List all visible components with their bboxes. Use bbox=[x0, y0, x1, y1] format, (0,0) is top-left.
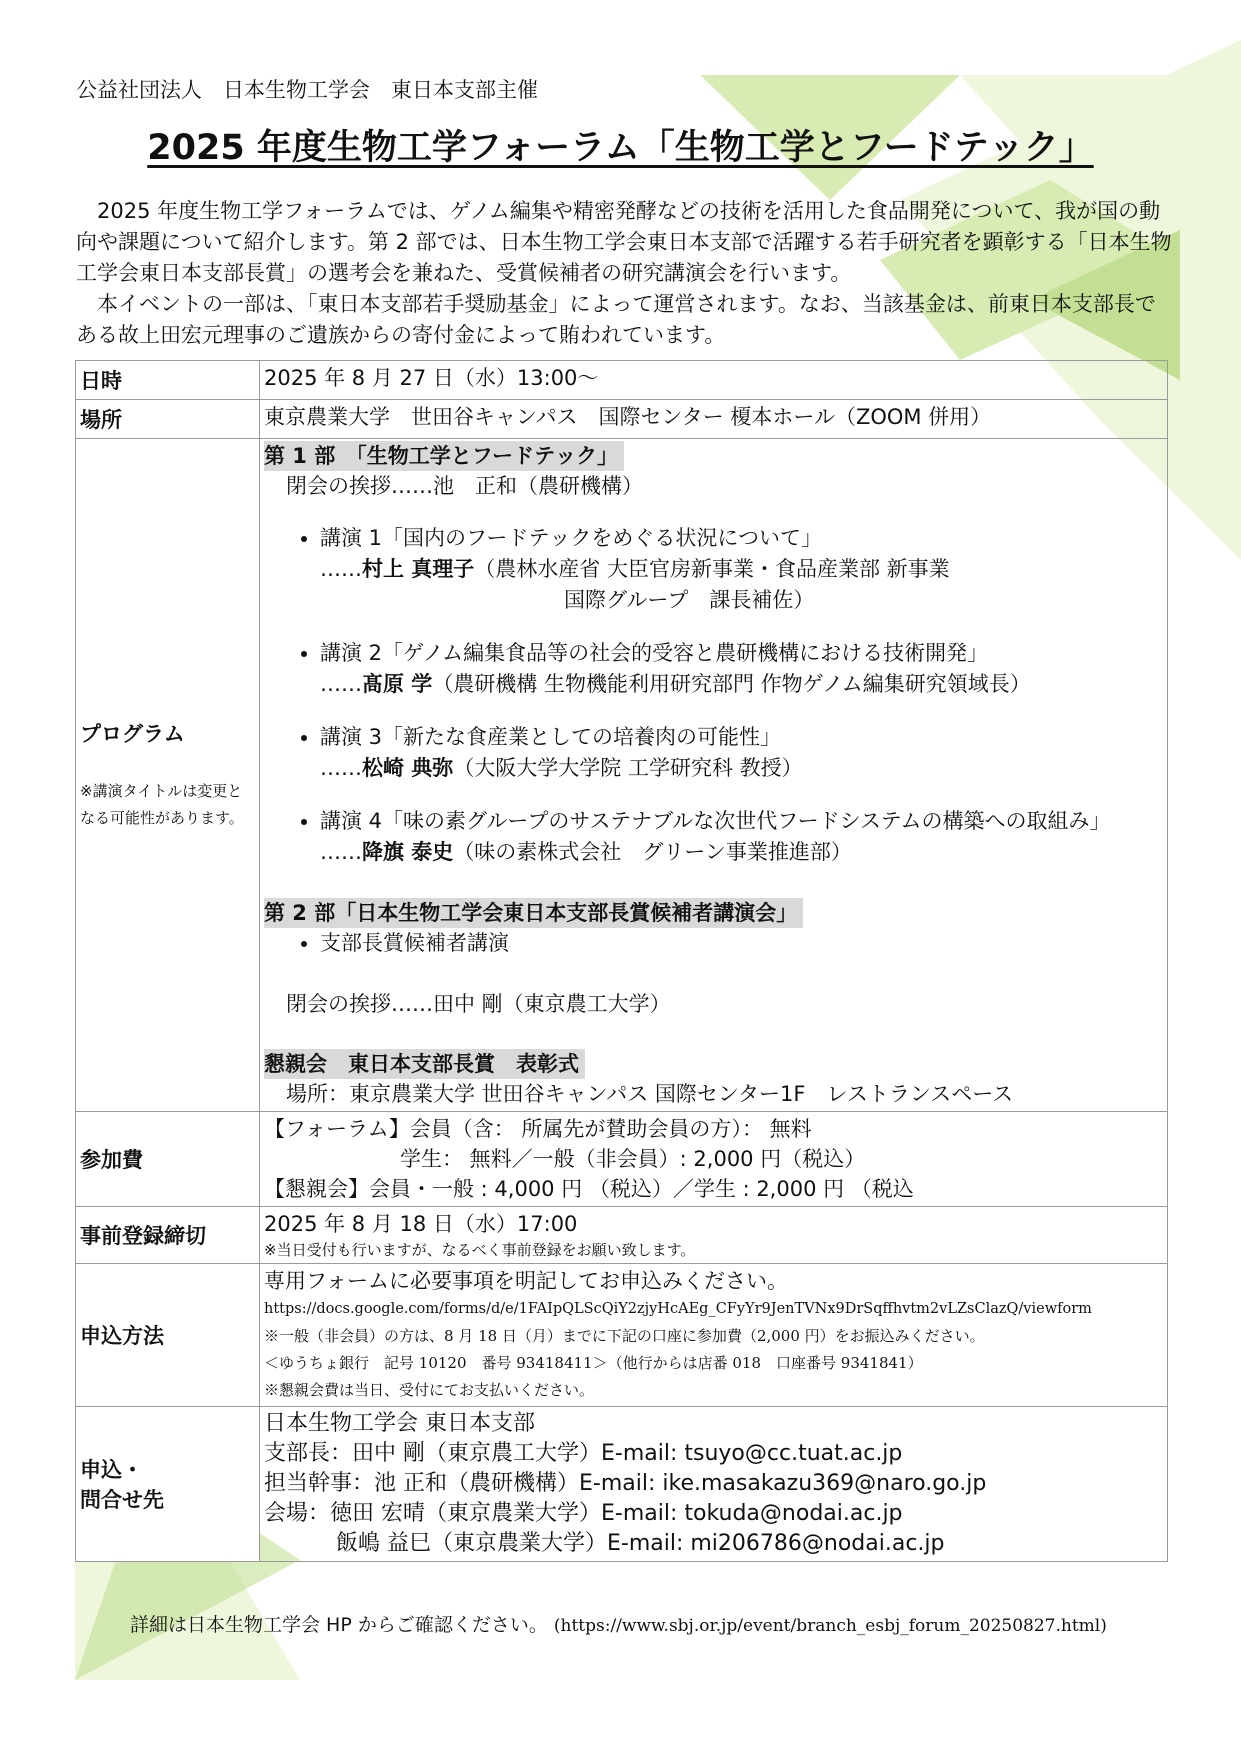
talk-affiliation: （農研機構 生物機能利用研究部門 作物ゲノム編集研究領域長） bbox=[432, 672, 1031, 696]
talk-list-2 bbox=[264, 928, 1163, 959]
talk-title: 講演 4「味の素グループのサステナブルな次世代フードシステムの構築への取組み」 bbox=[320, 809, 1111, 833]
footer-text: 詳細は日本生物工学会 HP からご確認ください。 bbox=[130, 1614, 548, 1636]
talk-title: 講演 3「新たな食産業としての培養肉の可能性」 bbox=[320, 725, 782, 749]
contact-label bbox=[76, 1407, 260, 1562]
talk-item bbox=[320, 523, 1163, 616]
page-title bbox=[0, 120, 1241, 170]
talk-affiliation: （大阪大学大学院 工学研究科 教授） bbox=[453, 756, 803, 780]
part1-heading: 第 1 部 「生物工学とフードテック」 bbox=[264, 441, 624, 471]
venue-label: 場所 bbox=[76, 400, 260, 439]
talk-speaker: 髙原 学 bbox=[362, 672, 433, 696]
talk-affiliation: （農林水産省 大臣官房新事業・食品産業部 新事業 bbox=[474, 557, 950, 581]
contact-line-4: 飯嶋 益巳（東京農業大学）E-mail: mi206786@nodai.ac.jp bbox=[336, 1531, 945, 1556]
talk-item bbox=[320, 722, 1163, 784]
info-table bbox=[75, 360, 1168, 1562]
venue-value: 東京農業大学 世田谷キャンパス 国際センター 榎本ホール（ZOOM 併用） bbox=[260, 400, 1168, 439]
fee-line-3: 【懇親会】会員・一般 : 4,000 円 （税込）／学生 : 2,000 円 （税込 bbox=[264, 1177, 914, 1201]
organizer-line: 公益社団法人 日本生物工学会 東日本支部主催 bbox=[76, 78, 538, 102]
program-note: ※講演タイトルは変更となる可能性があります。 bbox=[80, 782, 244, 827]
program-content bbox=[260, 439, 1168, 1112]
deadline-label: 事前登録締切 bbox=[76, 1207, 260, 1264]
apply-line-1: 専用フォームに必要事項を明記してお申込みください。 bbox=[264, 1269, 788, 1293]
part2-item: • 支部長賞候補者講演 bbox=[320, 928, 1163, 959]
apply-note-3: ※懇親会費は当日、受付にてお支払いください。 bbox=[264, 1381, 595, 1399]
talk-item bbox=[320, 638, 1163, 700]
reception-place: 場所：東京農業大学 世田谷キャンパス 国際センター1F レストランスペース bbox=[286, 1082, 1014, 1106]
talk-item bbox=[320, 806, 1163, 868]
row-apply bbox=[76, 1264, 1168, 1407]
talk-speaker-prefix: …… bbox=[320, 557, 362, 581]
row-venue bbox=[76, 400, 1168, 439]
contact-label-1: 申込・ bbox=[80, 1458, 143, 1482]
talk-title: 講演 1「国内のフードテックをめぐる状況について」 bbox=[320, 526, 822, 550]
talk-speaker-line bbox=[320, 554, 1163, 585]
opening-remarks: 閉会の挨拶……池 正和（農研機構） bbox=[286, 474, 643, 498]
contact-line-3: 会場：徳田 宏晴（東京農業大学）E-mail: tokuda@nodai.ac.jp bbox=[264, 1501, 903, 1526]
row-program bbox=[76, 439, 1168, 1112]
program-label: プログラム bbox=[80, 722, 185, 746]
talk-title: 講演 2「ゲノム編集食品等の社会的受容と農研機構における技術開発」 bbox=[320, 641, 989, 665]
fee-line-1: 【フォーラム】会員（含： 所属先が賛助会員の方）： 無料 bbox=[264, 1117, 812, 1141]
program-label-cell bbox=[76, 439, 260, 1112]
row-contact bbox=[76, 1407, 1168, 1562]
apply-note-2: ＜ゆうちょ銀行 記号 10120 番号 93418411＞（他行からは店番 018 口座番号 9341841） bbox=[264, 1354, 923, 1372]
deadline-value: 2025 年 8 月 18 日（水）17:00 bbox=[264, 1212, 578, 1236]
talk-speaker-line bbox=[320, 669, 1163, 700]
talk-affiliation-2: 国際グループ 課長補佐） bbox=[564, 588, 815, 612]
talk-affiliation: （味の素株式会社 グリーン事業推進部） bbox=[453, 840, 852, 864]
footer bbox=[130, 1610, 1107, 1637]
talk-speaker-line bbox=[320, 837, 1163, 868]
datetime-value: 2025 年 8 月 27 日（水）13:00～ bbox=[260, 361, 1168, 400]
talk-list-1 bbox=[264, 523, 1163, 868]
apply-label: 申込方法 bbox=[76, 1264, 260, 1407]
talk-speaker: 村上 真理子 bbox=[362, 557, 475, 581]
intro-paragraph-2: 本イベントの一部は、「東日本支部若手奨励基金」によって運営されます。なお、当該基金は、前東日本支部長である故上田宏元理事のご遺族からの寄付金によって賄われています。 bbox=[76, 292, 1156, 347]
reception-heading: 懇親会 東日本支部長賞 表彰式 bbox=[264, 1049, 585, 1079]
closing-remarks: 閉会の挨拶……田中 剛（東京農工大学） bbox=[286, 992, 671, 1016]
footer-link[interactable]: (https://www.sbj.or.jp/event/branch_esbj_forum_20250827.html) bbox=[553, 1616, 1107, 1636]
talk-speaker-prefix: …… bbox=[320, 672, 362, 696]
datetime-label: 日時 bbox=[76, 361, 260, 400]
contact-label-2: 問合せ先 bbox=[80, 1488, 164, 1512]
part2-heading: 第 2 部「日本生物工学会東日本支部長賞候補者講演会」 bbox=[264, 898, 803, 928]
row-datetime bbox=[76, 361, 1168, 400]
apply-note-1: ※一般（非会員）の方は、8 月 18 日（月）までに下記の口座に参加費（2,000 円）をお振込みください。 bbox=[264, 1327, 985, 1345]
fee-value bbox=[260, 1112, 1168, 1207]
contact-line-2: 担当幹事：池 正和（農研機構）E-mail: ike.masakazu369@naro.go.jp bbox=[264, 1471, 987, 1496]
talk-speaker-prefix: …… bbox=[320, 840, 362, 864]
page-title-text: 2025 年度生物工学フォーラム「生物工学とフードテック」 bbox=[147, 128, 1094, 168]
row-fee bbox=[76, 1112, 1168, 1207]
talk-speaker: 降旗 泰史 bbox=[362, 840, 454, 864]
intro-text bbox=[76, 196, 1174, 351]
deadline-note: ※当日受付も行いますが、なるべく事前登録をお願い致します。 bbox=[264, 1241, 696, 1259]
apply-value bbox=[260, 1264, 1168, 1407]
talk-speaker-prefix: …… bbox=[320, 756, 362, 780]
fee-line-2: 学生： 無料／一般（非会員）: 2,000 円（税込） bbox=[400, 1147, 866, 1171]
fee-label: 参加費 bbox=[76, 1112, 260, 1207]
talk-speaker-line bbox=[320, 753, 1163, 784]
contact-line-1: 支部長：田中 剛（東京農工大学）E-mail: tsuyo@cc.tuat.ac.jp bbox=[264, 1441, 903, 1466]
deadline-value-cell bbox=[260, 1207, 1168, 1264]
intro-paragraph-1: 2025 年度生物工学フォーラムでは、ゲノム編集や精密発酵などの技術を活用した食品開発について、我が国の動向や課題について紹介します。第 2 部では、日本生物工学会東日本支部で活躍する若手研究者を顕彰する「日本生物工学会東日本支部長賞」の選考会を兼ねた、受賞候補者の研究講演会を行います。 bbox=[76, 199, 1172, 285]
apply-form-link[interactable]: https://docs.google.com/forms/d/e/1FAIpQLScQiY2zjyHcAEg_CFyYr9JenTVNx9DrSqffhvtm2vLZsClazQ/viewform bbox=[264, 1301, 1092, 1317]
talk-speaker: 松崎 典弥 bbox=[362, 756, 454, 780]
row-deadline bbox=[76, 1207, 1168, 1264]
contact-org: 日本生物工学会 東日本支部 bbox=[264, 1411, 535, 1436]
contact-value bbox=[260, 1407, 1168, 1562]
